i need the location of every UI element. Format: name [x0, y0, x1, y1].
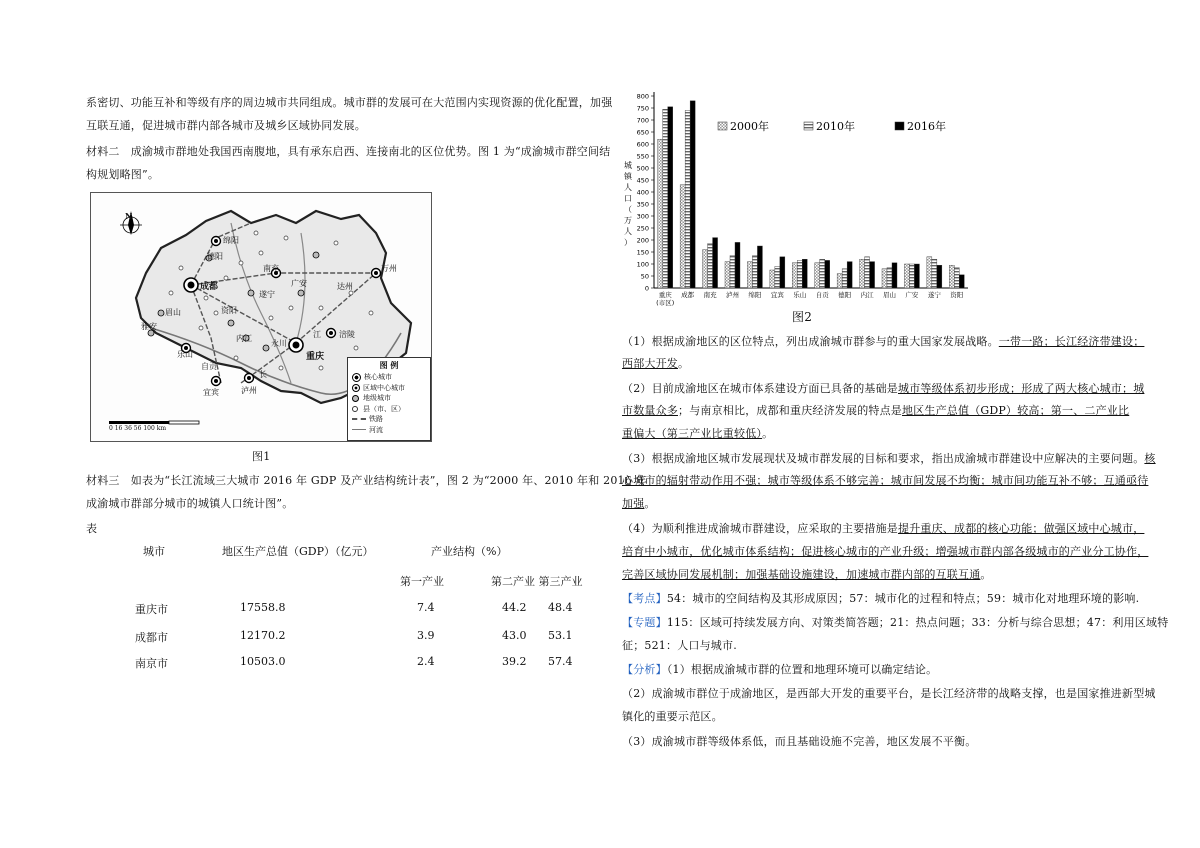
table-subheader-secondary-tertiary: 第二产业 第三产业 — [491, 575, 583, 588]
legend-item: 区域中心城市 — [352, 383, 405, 394]
legend-item: 县（市、区） — [352, 404, 405, 415]
y-tick-label: 350 — [636, 200, 649, 209]
y-tick-label: 0 — [644, 284, 649, 293]
legend-item: 河流 — [352, 425, 405, 436]
legend-item: 铁路 — [352, 414, 405, 425]
bar — [825, 260, 830, 288]
legend-list — [352, 372, 405, 435]
y-tick-label: 100 — [636, 260, 649, 269]
map-river-label: 江 — [313, 330, 321, 339]
table-cell-tertiary: 53.1 — [548, 629, 573, 642]
bar — [954, 268, 959, 288]
fenxi-3: （3）成渝城市群等级体系低，而且基础设施不完善，地区发展不平衡。 — [622, 735, 977, 748]
map-city-label: 德阳 — [207, 252, 223, 261]
y-axis-label-char: 城 — [624, 161, 632, 170]
table-subheader-primary: 第一产业 — [400, 575, 444, 588]
table-cell-city: 南京市 — [135, 657, 168, 670]
figure-1-caption: 图1 — [252, 450, 271, 463]
material-three-text: 材料三 如表为“长江流域三大城市 2016 年 GDP 及产业结构统计表”，图 2 为“2000 年、2010 年和 2016 年 — [86, 474, 647, 487]
bar — [685, 110, 690, 288]
bar — [860, 259, 865, 288]
table-cell-secondary: 43.0 — [502, 629, 527, 642]
map-city-label: 永川 — [271, 339, 287, 348]
y-tick-label: 800 — [636, 92, 649, 101]
bar — [887, 268, 892, 288]
figure-2-caption: 图2 — [792, 310, 813, 324]
legend-item: 核心城市 — [352, 372, 405, 383]
scale-bar — [109, 421, 199, 424]
bar — [775, 266, 780, 288]
question-2-cont: 重偏大（第三产业比重较低）。 — [622, 427, 774, 440]
map-city-label: 重庆 — [306, 352, 325, 362]
fenxi-2-cont: 镇化的重要示范区。 — [622, 710, 723, 723]
y-axis-label-char: ） — [624, 238, 632, 247]
fenxi-2: （2）成渝城市群位于成渝地区，是西部大开发的重要平台，是长江经济带的战略支撑，也是国家推进新型城 — [622, 687, 1156, 700]
bar — [713, 238, 718, 288]
zhuanti-line-cont: 征；521：人口与城市. — [622, 639, 737, 652]
bar — [780, 257, 785, 288]
bar — [865, 257, 870, 288]
map-legend — [347, 357, 431, 441]
legend-label: 2016年 — [907, 120, 946, 133]
bar — [757, 246, 762, 288]
bar — [792, 263, 797, 288]
question-3: （3）根据成渝地区城市发展现状及城市群发展的目标和要求，指出成渝城市群建设中应解决的主要问题。核 — [622, 452, 1156, 465]
bar — [914, 264, 919, 288]
bar — [847, 262, 852, 288]
y-tick-label: 300 — [636, 212, 649, 221]
x-tick-label: 重庆 — [658, 291, 672, 299]
y-tick-label: 600 — [636, 140, 649, 149]
table-cell-primary: 2.4 — [417, 655, 435, 668]
x-tick-label: 泸州 — [726, 291, 739, 299]
y-tick-label: 550 — [636, 152, 649, 161]
fenxi-tag: 【分析】 — [622, 663, 667, 676]
bar — [842, 269, 847, 288]
legend-label: 2000年 — [730, 120, 769, 133]
bar — [927, 257, 932, 288]
x-tick-label: 南充 — [703, 291, 717, 299]
x-tick-label: 德阳 — [838, 291, 852, 299]
bar — [932, 259, 937, 288]
table-cell-city: 重庆市 — [135, 603, 168, 616]
question-4: （4）为顺利推进成渝城市群建设，应采取的主要措施是提升重庆、成都的核心功能；做强区域中心城市， — [622, 522, 1145, 535]
y-tick-label: 400 — [636, 188, 649, 197]
x-tick-label: 绵阳 — [748, 291, 762, 299]
map-city-label: 雅安 — [141, 322, 157, 331]
y-tick-label: 750 — [636, 104, 649, 113]
map-city-label: 万州 — [381, 264, 397, 273]
x-tick-label: 资阳 — [950, 291, 964, 299]
map-city-label: 泸州 — [241, 386, 257, 395]
table-header-city: 城市 — [143, 545, 165, 558]
bar — [959, 275, 964, 288]
x-tick-label: 眉山 — [883, 291, 896, 299]
chart-svg — [618, 88, 978, 310]
bar — [870, 262, 875, 288]
bar — [815, 263, 820, 288]
fenxi-line: 【分析】（1）根据成渝城市群的位置和地理环境可以确定结论。 — [622, 663, 938, 676]
bar — [837, 274, 842, 288]
bar — [770, 270, 775, 288]
map-city-label: 宜宾 — [203, 388, 219, 397]
population-chart — [618, 88, 978, 310]
y-tick-label: 650 — [636, 128, 649, 137]
question-2-cont: 市数量众多；与南京相比，成都和重庆经济发展的特点是地区生产总值（GDP）较高；第一、二产业比 — [622, 404, 1130, 417]
north-label: N — [125, 211, 133, 221]
scale-label: 0 16 36 56 100 km — [109, 425, 167, 432]
bar — [690, 101, 695, 288]
legend-label: 2010年 — [816, 120, 855, 133]
x-tick-label: 内江 — [860, 291, 874, 299]
y-axis-label-char: 人 — [624, 227, 632, 236]
answer-1a: 一带一路；长江经济带建设； — [998, 335, 1145, 348]
map-city-label: 遂宁 — [259, 290, 275, 299]
map-city-label: 南充 — [263, 264, 279, 273]
y-axis-label-char: 口 — [624, 194, 632, 203]
answer-3a: 核 — [1144, 452, 1156, 465]
material-two-text: 构规划略图”。 — [86, 168, 160, 181]
bar — [937, 265, 942, 288]
table-cell-gdp: 17558.8 — [240, 601, 286, 614]
x-tick-label: 成都 — [681, 291, 695, 299]
question-1-cont: 西部大开发。 — [622, 357, 690, 370]
map-city-label: 资阳 — [221, 306, 237, 315]
map-river-label: 长 — [259, 370, 267, 379]
answer-2a: 城市等级体系初步形成；形成了两大核心城市；城 — [898, 382, 1145, 395]
y-tick-label: 50 — [640, 272, 649, 281]
table-cell-secondary: 39.2 — [502, 655, 527, 668]
bar — [882, 269, 887, 288]
table-label: 表 — [86, 522, 98, 535]
table-cell-primary: 3.9 — [417, 629, 435, 642]
table-header-gdp: 地区生产总值（GDP）（亿元） — [222, 545, 374, 558]
answer-3c: 加强。 — [622, 497, 656, 510]
kaodian-line: 【考点】54：城市的空间结构及其形成原因；57：城市化的过程和特点；59：城市化对地理环境的影响. — [622, 592, 1140, 605]
answer-2d: 重偏大（第三产业比重较低） — [622, 427, 763, 440]
paragraph-line: 互联互通，促进城市群内部各城市及城乡区域协同发展。 — [86, 119, 366, 132]
bar — [680, 185, 685, 288]
y-axis-label-char: 万 — [624, 216, 632, 225]
x-tick-label: 遂宁 — [927, 291, 941, 299]
x-tick-label: (市区) — [656, 299, 675, 307]
y-tick-label: 250 — [636, 224, 649, 233]
legend-swatch — [718, 122, 727, 130]
y-tick-label: 150 — [636, 248, 649, 257]
paragraph-line: 系密切、功能互补和等级有序的周边城市共同组成。城市群的发展可在大范围内实现资源的优化配置，加强 — [86, 96, 613, 109]
y-tick-label: 500 — [636, 164, 649, 173]
legend-swatch — [804, 122, 813, 130]
table-cell-gdp: 10503.0 — [240, 655, 286, 668]
bar — [752, 256, 757, 288]
answer-2b: 市数量众多 — [622, 404, 678, 417]
y-tick-label: 450 — [636, 176, 649, 185]
map-city-label: 乐山 — [177, 350, 193, 359]
bar — [735, 242, 740, 288]
x-tick-label: 广安 — [905, 291, 919, 299]
map-city-label: 内江 — [236, 334, 252, 343]
map-city-label: 绵阳 — [223, 236, 239, 245]
table-cell-secondary: 44.2 — [502, 601, 527, 614]
x-tick-label: 乐山 — [793, 291, 807, 299]
bar — [747, 262, 752, 288]
map-city-label: 达州 — [337, 282, 353, 291]
table-cell-tertiary: 57.4 — [548, 655, 573, 668]
bar — [802, 259, 807, 288]
map-city-label: 眉山 — [165, 308, 181, 317]
chengyu-map — [90, 192, 432, 442]
answer-4c: 完善区域协同发展机制；加强基础设施建设，加速城市群内部的互联互通。 — [622, 568, 992, 581]
x-tick-label: 自贡 — [815, 291, 829, 299]
table-header-structure: 产业结构（%） — [431, 545, 508, 558]
map-city-label: 广安 — [291, 279, 307, 288]
legend-swatch — [895, 122, 904, 130]
table-cell-city: 成都市 — [135, 631, 168, 644]
bar — [730, 256, 735, 288]
y-axis-label-char: （ — [624, 205, 632, 214]
table-cell-gdp: 12170.2 — [240, 629, 286, 642]
bar — [658, 139, 663, 288]
table-cell-tertiary: 48.4 — [548, 601, 573, 614]
legend-title: 图 例 — [379, 360, 399, 370]
answer-4b: 培育中小城市，优化城市体系结构；促进核心城市的产业升级；增强城市群内部各级城市的产业分工协作， — [622, 545, 1149, 558]
question-1: （1）根据成渝地区的区位特点，列出成渝城市群参与的重大国家发展战略。一带一路；长江经济带建设； — [622, 335, 1145, 348]
answer-4a: 提升重庆、成都的核心功能；做强区域中心城市， — [898, 522, 1145, 535]
material-three-text: 成渝城市群部分城市的城镇人口统计图”。 — [86, 497, 294, 510]
material-two-text: 材料二 成渝城市群地处我国西南腹地，具有承东启西、连接南北的区位优势。图 1 为“成渝城市群空间结 — [86, 145, 611, 158]
y-axis-label-char: 人 — [624, 183, 632, 192]
bar — [904, 264, 909, 288]
table-cell-primary: 7.4 — [417, 601, 435, 614]
bar — [663, 109, 668, 288]
bar — [703, 250, 708, 288]
bar — [797, 260, 802, 288]
bar — [668, 107, 673, 288]
y-axis-label-char: 镇 — [624, 172, 632, 181]
bar — [820, 259, 825, 288]
legend-item: 地级城市 — [352, 393, 405, 404]
y-tick-label: 700 — [636, 116, 649, 125]
answer-2c: 地区生产总值（GDP）较高；第一、二产业比 — [902, 404, 1130, 417]
bar — [949, 265, 954, 288]
x-tick-label: 宜宾 — [770, 291, 784, 299]
map-city-label: 成都 — [200, 282, 219, 292]
kaodian-tag: 【考点】 — [622, 592, 667, 605]
zhuanti-tag: 【专题】 — [622, 616, 667, 629]
y-tick-label: 200 — [636, 236, 649, 245]
zhuanti-line: 【专题】115：区域可持续发展方向、对策类简答题；21：热点问题；33：分析与综合思想；47：利用区域特 — [622, 616, 1169, 629]
map-city-label: 自贡 — [201, 362, 217, 371]
bar — [909, 264, 914, 288]
bar — [892, 263, 897, 288]
question-2: （2）目前成渝地区在城市体系建设方面已具备的基础是城市等级体系初步形成；形成了两大核心城市；城 — [622, 382, 1145, 395]
bar — [708, 244, 713, 288]
bar — [725, 262, 730, 288]
answer-1b: 西部大开发 — [622, 357, 678, 370]
map-city-label: 涪陵 — [339, 330, 355, 339]
answer-3b: 心城市的辐射带动作用不强；城市等级体系不够完善；城市间发展不均衡；城市间功能互补不够；互通亟待 — [622, 474, 1149, 487]
